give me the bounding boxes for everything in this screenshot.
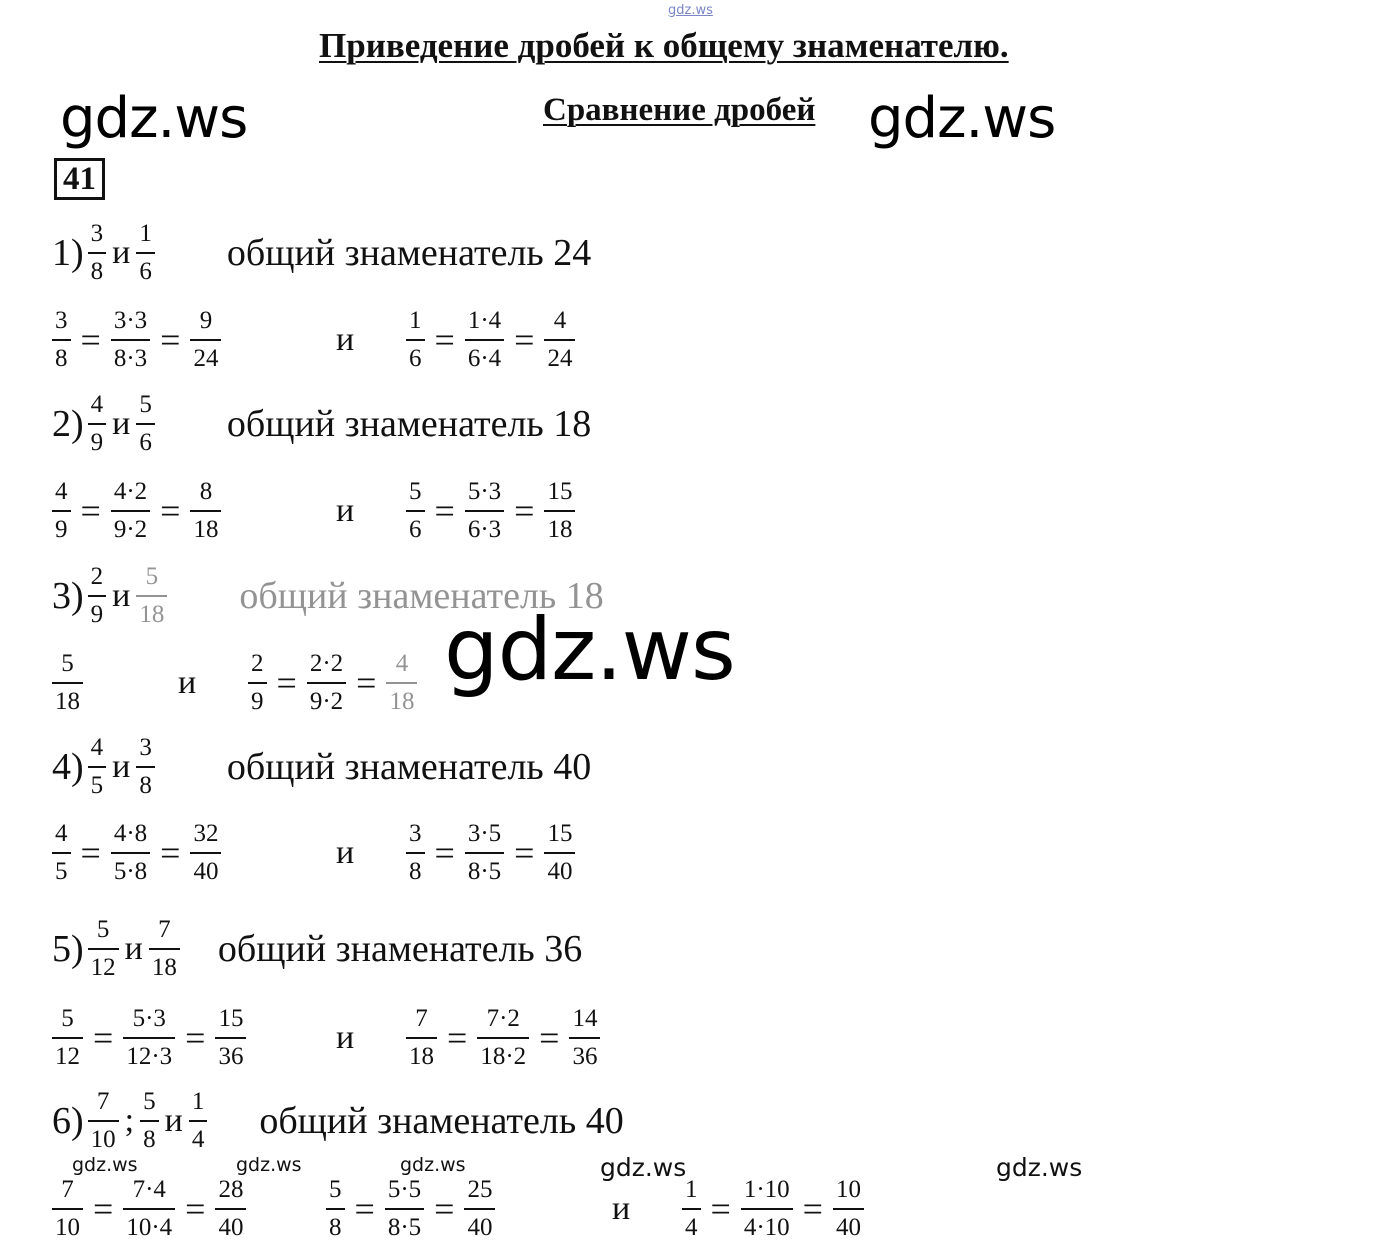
fraction [406,1004,437,1072]
numerator: 3 [409,820,422,847]
denominator: 18·2 [477,1037,529,1072]
equals-sign: = [434,1189,455,1229]
equals-sign: = [80,491,101,531]
numerator: 7 [61,1176,74,1203]
problem-label: 4) [52,746,84,788]
numerator: 5 [139,391,152,418]
fraction [88,219,107,287]
fraction [52,1175,83,1243]
numerator: 32 [193,820,219,847]
fraction [569,1004,600,1072]
fraction [88,390,107,458]
equals-sign: = [514,833,535,873]
equals-sign: = [93,1189,114,1229]
denominator: 9·2 [307,682,346,717]
denominator: 40 [833,1208,864,1243]
problem-statement [52,1078,624,1164]
and-word: и [112,405,131,442]
equals-sign: = [160,320,181,360]
fraction [111,477,150,545]
denominator: 40 [464,1208,495,1243]
fraction [544,477,575,545]
denominator: 18 [386,682,417,717]
fraction [406,819,425,887]
fraction [215,1004,246,1072]
problem-label: 5) [52,928,84,970]
numerator: 1 [685,1176,698,1203]
numerator: 5 [329,1176,342,1203]
numerator: 3 [55,307,68,334]
numerator: 4 [395,650,409,677]
watermark-right: gdz.ws [868,86,1056,151]
numerator: 4·8 [113,820,148,847]
fraction [88,1087,119,1155]
equals-sign: = [710,1189,731,1229]
and-word: и [112,234,131,271]
and-word: и [124,930,143,967]
numerator: 5 [61,650,74,677]
numerator: 5·3 [467,478,502,505]
numerator: 4 [553,307,567,334]
numerator: 5 [61,1005,74,1032]
fraction [544,819,575,887]
numerator: 4·2 [113,478,148,505]
and-word: и [336,834,355,871]
fraction [111,306,150,374]
denominator: 12·3 [123,1037,175,1072]
numerator: 3·5 [467,820,502,847]
denominator: 18 [149,948,180,983]
denominator: 8 [326,1208,345,1243]
and-word: и [612,1190,631,1227]
and-word: и [112,748,131,785]
denominator: 4 [682,1208,701,1243]
numerator: 5·5 [387,1176,422,1203]
equals-sign: = [356,663,377,703]
fraction [248,649,267,717]
equation-right [406,468,575,554]
and-word: и [336,321,355,358]
denominator: 8 [140,1120,159,1155]
denominator: 24 [190,339,221,374]
denominator: 18 [52,682,83,717]
denominator: 5·8 [111,852,150,887]
numerator: 8 [199,478,213,505]
equals-sign: = [514,320,535,360]
denominator: 12 [52,1037,83,1072]
fraction [136,562,167,630]
denominator: 18 [136,595,167,630]
denominator: 40 [190,852,221,887]
problem-statement [52,724,591,810]
denominator: 6 [406,339,425,374]
denominator: 9 [248,682,267,717]
numerator: 2·2 [309,650,344,677]
equation-right [406,810,575,896]
numerator: 1 [139,220,152,247]
and-word: и [164,1102,183,1139]
fraction [326,1175,345,1243]
equals-sign: = [354,1189,375,1229]
equals-sign: = [434,320,455,360]
numerator: 3·3 [113,307,148,334]
fraction [190,819,221,887]
common-denominator-text: общий знаменатель 36 [217,928,583,970]
denominator: 36 [569,1037,600,1072]
equation-left [52,640,83,726]
fraction [741,1175,793,1243]
denominator: 6 [406,510,425,545]
denominator: 8·5 [385,1208,424,1243]
watermark-bottom-3: gdz.ws [400,1154,466,1176]
numerator: 14 [572,1005,598,1032]
numerator: 1 [191,1088,205,1115]
common-denominator-text: общий знаменатель 24 [226,232,592,274]
problem-label: 2) [52,403,84,445]
denominator: 6 [136,252,155,287]
numerator: 15 [218,1005,244,1032]
separator: ; [124,1102,135,1139]
and-word: и [112,577,131,614]
fraction [406,477,425,545]
denominator: 40 [544,852,575,887]
fraction [385,1175,424,1243]
numerator: 10 [835,1176,861,1203]
equation-left [52,995,246,1081]
and-word: и [178,664,197,701]
numerator: 5 [143,1088,156,1115]
fraction [465,306,504,374]
fraction [52,306,71,374]
problem-label: 1) [52,232,84,274]
denominator: 8 [88,252,107,287]
denominator: 8 [52,339,71,374]
denominator: 10·4 [123,1208,175,1243]
denominator: 12 [88,948,119,983]
denominator: 6 [136,423,155,458]
numerator: 2 [90,563,104,590]
equals-sign: = [93,1018,114,1058]
fraction [111,819,150,887]
denominator: 36 [215,1037,246,1072]
denominator: 18 [544,510,575,545]
numerator: 7 [415,1005,428,1032]
denominator: 9 [52,510,71,545]
denominator: 9 [88,423,107,458]
denominator: 9 [88,595,107,630]
common-denominator-text: общий знаменатель 18 [226,403,592,445]
numerator: 15 [547,820,573,847]
equals-sign: = [802,1189,823,1229]
watermark-center: gdz.ws [444,600,735,700]
numerator: 7 [158,916,171,943]
fraction [477,1004,529,1072]
numerator: 1 [409,307,422,334]
denominator: 4 [189,1120,208,1155]
fraction [52,1004,83,1072]
fraction [149,915,180,983]
numerator: 4 [55,820,68,847]
equals-sign: = [434,833,455,873]
denominator: 10 [88,1120,119,1155]
fraction [215,1175,246,1243]
denominator: 4·10 [741,1208,793,1243]
numerator: 9 [199,307,213,334]
denominator: 6·3 [465,510,504,545]
equals-sign: = [185,1018,206,1058]
equation-right [248,640,417,726]
fraction [465,819,504,887]
numerator: 5 [96,916,110,943]
equals-sign: = [514,491,535,531]
fraction [136,390,155,458]
numerator: 7 [96,1088,110,1115]
equals-sign: = [160,491,181,531]
numerator: 1·10 [743,1176,790,1203]
numerator: 4 [90,734,104,761]
denominator: 8·5 [465,852,504,887]
common-denominator-text: общий знаменатель 40 [259,1100,624,1142]
problem-label: 6) [52,1100,84,1142]
exercise-number: 41 [54,158,105,200]
equals-sign: = [185,1189,206,1229]
page-title: Приведение дробей к общему знаменателю. [319,26,1009,65]
problem-statement [52,210,591,296]
numerator: 1·4 [467,307,502,334]
equals-sign: = [80,833,101,873]
fraction [52,477,71,545]
equals-sign: = [80,320,101,360]
watermark-top[interactable]: gdz.ws [668,3,713,18]
fraction [52,819,71,887]
fraction [833,1175,864,1243]
equation-right [406,995,600,1081]
fraction [190,306,221,374]
equation-left [52,468,221,554]
fraction [88,562,107,630]
numerator: 5 [145,563,159,590]
numerator: 7·4 [132,1176,166,1203]
fraction [464,1175,495,1243]
fraction [123,1004,175,1072]
denominator: 8 [136,766,155,801]
denominator: 9·2 [111,510,150,545]
numerator: 15 [547,478,573,505]
numerator: 4 [90,391,104,418]
watermark-bottom-4: gdz.ws [600,1153,687,1182]
watermark-left: gdz.ws [60,86,248,151]
denominator: 5 [88,766,107,801]
equation-right [406,297,575,383]
equals-sign: = [539,1018,560,1058]
denominator: 8·3 [111,339,150,374]
fraction [190,477,221,545]
and-word: и [336,492,355,529]
equals-sign: = [447,1018,468,1058]
page-subtitle: Сравнение дробей [543,92,816,128]
equation-left [52,297,221,383]
denominator: 6·4 [465,339,504,374]
fraction [682,1175,701,1243]
numerator: 5·3 [132,1005,166,1032]
and-word: и [336,1019,355,1056]
numerator: 5 [409,478,422,505]
equation-6-second [326,1166,495,1252]
numerator: 3 [90,220,104,247]
fraction [52,649,83,717]
numerator: 7·2 [486,1005,520,1032]
denominator: 40 [215,1208,246,1243]
watermark-bottom-5: gdz.ws [996,1153,1083,1182]
common-denominator-text: общий знаменатель 40 [226,746,592,788]
denominator: 18 [406,1037,437,1072]
fraction [88,915,119,983]
fraction [123,1175,175,1243]
denominator: 18 [190,510,221,545]
equals-sign: = [434,491,455,531]
equals-sign: = [160,833,181,873]
numerator: 4 [55,478,68,505]
fraction [189,1087,208,1155]
problem-statement [52,906,582,992]
problem-statement [52,381,591,467]
fraction [307,649,346,717]
watermark-bottom-1: gdz.ws [72,1154,138,1176]
numerator: 25 [467,1176,493,1203]
equation-6-third [682,1166,864,1252]
numerator: 2 [251,650,264,677]
watermark-bottom-2: gdz.ws [236,1154,302,1176]
fraction [88,733,107,801]
denominator: 10 [52,1208,83,1243]
common-denominator-text: общий знаменатель 18 [239,575,604,617]
equals-sign: = [276,663,297,703]
numerator: 28 [218,1176,244,1203]
fraction [406,306,425,374]
fraction [136,733,155,801]
equation-left [52,810,221,896]
problem-label: 3) [52,575,84,617]
fraction [465,477,504,545]
denominator: 24 [544,339,575,374]
denominator: 8 [406,852,425,887]
fraction [140,1087,159,1155]
numerator: 3 [139,734,152,761]
fraction [544,306,575,374]
fraction [136,219,155,287]
equation-6-first [52,1166,246,1252]
fraction [386,649,417,717]
denominator: 5 [52,852,71,887]
